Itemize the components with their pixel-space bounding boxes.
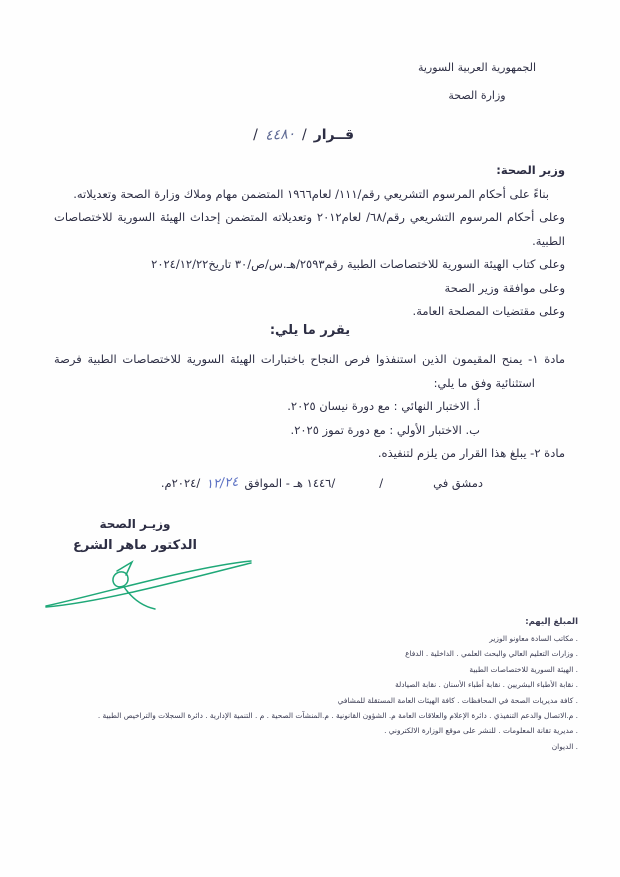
distribution-heading: المبلغ إليهم: <box>525 617 578 627</box>
preamble-clause-3: وعلى كتاب الهيئة السورية للاختصاصات الطبية رقم٢٥٩٣/هـ.س/ص/٣٠ تاريخ٢٠٢٤/١٢/٢٢ <box>151 257 565 271</box>
preamble-clause-1: بناءً على أحكام المرسوم التشريعي رقم/١١١/ لعام١٩٦٦ المتضمن مهام وملاك وزارة الصحة وتعديلاته. <box>73 186 549 201</box>
distribution-item: . الديوان <box>551 741 578 751</box>
distribution-item: . الهيئة السورية للاختصاصات الطبية <box>469 664 578 674</box>
country-name: الجمهورية العربية السورية <box>417 61 537 74</box>
decree-label: قــرار <box>313 127 354 143</box>
article-2: مادة ٢- يبلغ هذا القرار من يلزم لتنفيذه. <box>377 446 565 460</box>
preamble <box>54 159 565 324</box>
handwritten-day-month: ١٢/٢٤ <box>205 474 240 493</box>
signer-name: الدكتور ماهر الشرع <box>73 538 197 553</box>
operative-heading: يقرر ما يلي: <box>269 323 351 338</box>
handwritten-decree-number: ٤٤٨٠ <box>264 125 296 145</box>
signer-title: وزيـر الصحة <box>99 517 171 531</box>
date-line <box>161 472 483 495</box>
decree-slash-left: / <box>253 127 258 143</box>
preamble-clause-4: وعلى موافقة وزير الصحة <box>444 280 565 295</box>
distribution-item: . نقابة الأطباء البشريين . نقابة أطباء الأسنان . نقابة الصيادلة <box>395 680 578 690</box>
article-1: مادة ١- يمنح المقيمون الذين استنفذوا فرص النجاح باختبارات الهيئة السورية للاختصاصات الطبية فرصة استثنائية وفق ما يلي: <box>54 352 566 390</box>
preamble-clause-5: وعلى مقتضيات المصلحة العامة. <box>412 304 565 318</box>
distribution-item: . كافة مديريات الصحة في المحافظات . كافة الهيئات العامة المستقلة للمشافي <box>337 695 578 705</box>
articles <box>54 348 565 466</box>
date-hijri-slash: / <box>379 476 384 490</box>
signature-ink-icon <box>42 550 257 616</box>
preamble-clause-2: وعلى أحكام المرسوم التشريعي رقم/٦٨/ لعام٢٠١٢ وتعديلاته المتضمن إحداث الهيئة السورية للاختصاصات الطبية. <box>54 210 565 248</box>
distribution-item: . وزارات التعليم العالي والبحث العلمي . الداخلية . الدفاع <box>405 649 578 659</box>
distribution-item: . مكاتب السادة معاونو الوزير <box>489 634 578 643</box>
distribution-item: . مديرية تقانة المعلومات . للنشر على موقع الوزارة الالكتروني . <box>384 726 578 736</box>
letterhead <box>382 54 572 110</box>
date-place: دمشق في <box>433 476 483 490</box>
ministry-name: وزارة الصحة <box>448 89 506 102</box>
date-hijri-year: /١٤٤٦ هـ - الموافق <box>244 476 336 490</box>
date-gregorian-year: /٢٠٢٤م. <box>160 476 201 490</box>
decree-number-line <box>253 127 354 143</box>
distribution-item: . م.الاتصال والدعم التنفيذي . دائرة الإعلام والعلاقات العامة م. الشؤون القانونية . م.المنشآت الصحية . م . التنمية الإدارية . دائرة السجلات والتراخيص الطبية . <box>97 711 578 721</box>
decree-slash-right: / <box>301 127 307 143</box>
preamble-addressee: وزير الصحة: <box>496 163 565 177</box>
signature-block <box>50 517 220 553</box>
distribution-list <box>36 614 578 754</box>
article-1-item-b: ب. الاختبار الأولي : مع دورة تموز ٢٠٢٥. <box>290 422 480 437</box>
article-1-item-a: أ. الاختبار النهائي : مع دورة نيسان ٢٠٢٥. <box>287 399 480 413</box>
